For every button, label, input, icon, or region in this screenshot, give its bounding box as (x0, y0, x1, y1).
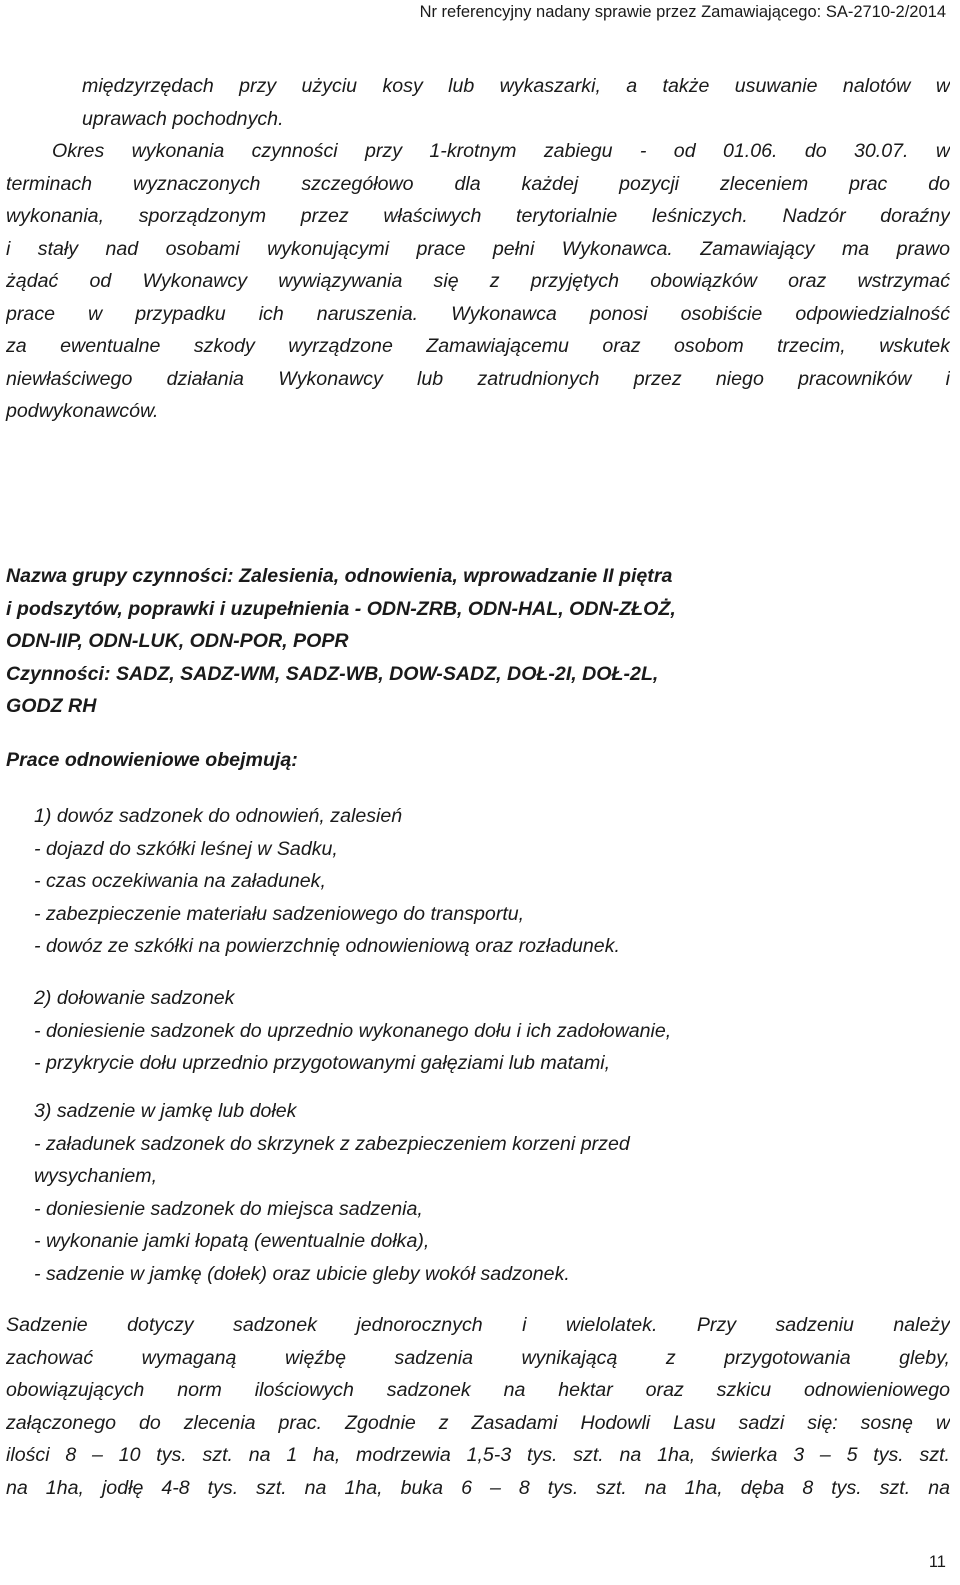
task-group-heading (6, 560, 950, 723)
renewal-works-heading: Prace odnowieniowe obejmują: (6, 749, 298, 771)
section-heading (6, 744, 950, 777)
intro-line: terminach wyznaczonych szczegółowo dla każdej pozycji zleceniem prac do (6, 172, 950, 195)
list-item: - wykonanie jamki łopatą (ewentualnie dołka), (34, 1230, 430, 1252)
closing-line: obowiązujących norm ilościowych sadzonek na hektar oraz szkicu odnowieniowego (6, 1379, 950, 1401)
intro-line: międzyrzędach przy użyciu kosy lub wykaszarki, a także usuwanie nalotów w (82, 75, 950, 97)
group-line: ODN-IIP, ODN-LUK, ODN-POR, POPR (6, 630, 349, 652)
intro-line: podwykonawców. (6, 400, 159, 422)
group-line: GODZ RH (6, 695, 97, 717)
intro-line: i stały nad osobami wykonującymi prace pełni Wykonawca. Zamawiający ma prawo (6, 237, 950, 260)
section-title: 1) dowóz sadzonek do odnowień, zalesień (34, 805, 403, 827)
list-item: - doniesienie sadzonek do miejsca sadzenia, (34, 1197, 423, 1220)
section-title: 2) dołowanie sadzonek (34, 987, 235, 1009)
intro-line: uprawach pochodnych. (82, 107, 284, 130)
list-item: - doniesienie sadzonek do uprzednio wykonanego dołu i ich zadołowanie, (34, 1019, 672, 1042)
group-line: i podszytów, poprawki i uzupełnienia - ODN-ZRB, ODN-HAL, ODN-ZŁOŻ, (6, 597, 676, 620)
intro-paragraph (6, 70, 950, 428)
section-2 (6, 982, 950, 1080)
list-item: wysychaniem, (34, 1165, 158, 1187)
document-reference-header: Nr referencyjny nadany sprawie przez Zamawiającego: SA-2710-2/2014 (419, 3, 946, 21)
intro-line: żądać od Wykonawcy wywiązywania się z przyjętych obowiązków oraz wstrzymać (6, 270, 950, 292)
closing-line: ilości 8 – 10 tys. szt. na 1 ha, modrzewia 1,5-3 tys. szt. na 1ha, świerka 3 – 5 tys. szt. (6, 1444, 950, 1466)
intro-line: Okres wykonania czynności przy 1-krotnym zabiegu - od 01.06. do 30.07. w (52, 140, 950, 162)
group-line: Nazwa grupy czynności: Zalesienia, odnowienia, wprowadzanie II piętra (6, 565, 673, 587)
list-item: - załadunek sadzonek do skrzynek z zabezpieczeniem korzeni przed (34, 1132, 630, 1155)
closing-line: załączonego do zlecenia prac. Zgodnie z Zasadami Hodowli Lasu sadzi się: sosnę w (6, 1411, 950, 1434)
intro-line: niewłaściwego działania Wykonawcy lub zatrudnionych przez niego pracowników i (6, 367, 950, 390)
list-item: - dojazd do szkółki leśnej w Sadku, (34, 837, 338, 860)
intro-line: prace w przypadku ich naruszenia. Wykonawca ponosi osobiście odpowiedzialność (6, 302, 950, 325)
closing-line: Sadzenie dotyczy sadzonek jednorocznych i wielolatek. Przy sadzeniu należy (6, 1314, 950, 1336)
section-1 (6, 800, 950, 963)
closing-line: zachować wymaganą więźbę sadzenia wynikającą z przygotowania gleby, (6, 1346, 950, 1369)
intro-line: wykonania, sporządzonym przez właściwych terytorialnie leśniczych. Nadzór doraźny (6, 205, 950, 227)
list-item: - sadzenie w jamkę (dołek) oraz ubicie gleby wokół sadzonek. (34, 1262, 570, 1285)
list-item: - zabezpieczenie materiału sadzeniowego do transportu, (34, 902, 525, 925)
page-number: 11 (928, 1553, 946, 1571)
list-item: - przykrycie dołu uprzednio przygotowanymi gałęziami lub matami, (34, 1052, 611, 1074)
list-item: - czas oczekiwania na załadunek, (34, 870, 326, 892)
group-line: Czynności: SADZ, SADZ-WM, SADZ-WB, DOW-SADZ, DOŁ-2I, DOŁ-2L, (6, 662, 659, 685)
closing-paragraph (6, 1309, 950, 1504)
closing-line: na 1ha, jodłę 4-8 tys. szt. na 1ha, buka 6 – 8 tys. szt. na 1ha, dęba 8 tys. szt. na (6, 1476, 950, 1499)
section-3 (6, 1095, 950, 1290)
section-title: 3) sadzenie w jamkę lub dołek (34, 1100, 297, 1122)
list-item: - dowóz ze szkółki na powierzchnię odnowieniową oraz rozładunek. (34, 935, 620, 957)
intro-line: za ewentualne szkody wyrządzone Zamawiającemu oraz osobom trzecim, wskutek (6, 335, 950, 357)
